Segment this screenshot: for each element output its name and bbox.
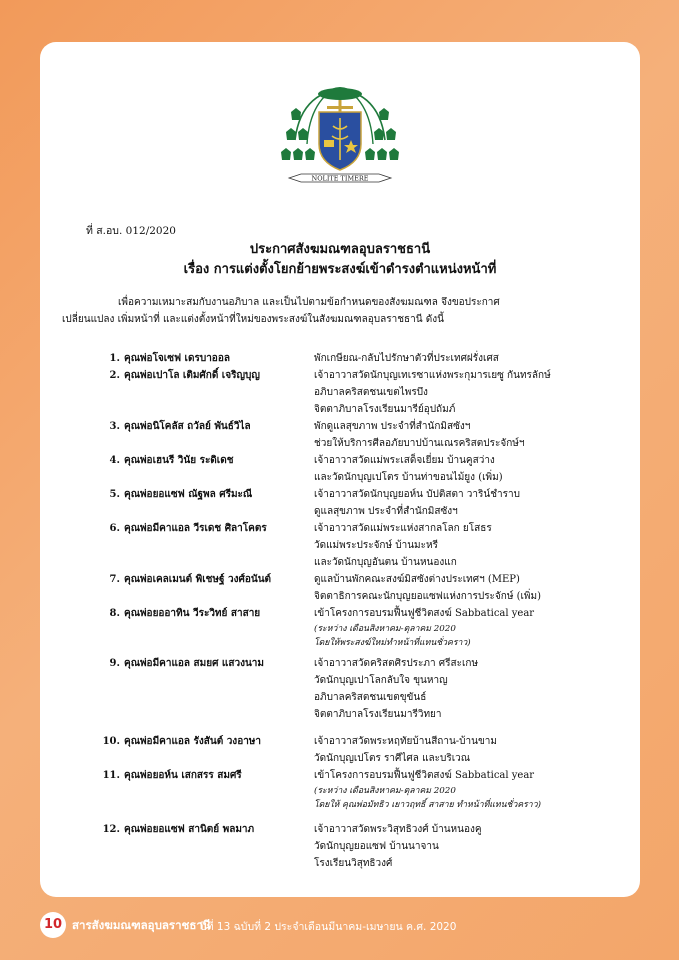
assignment-line: อภิบาลคริสตชนเขตขุขันธ์ xyxy=(314,692,427,703)
priest-name: คุณพ่อมีคาแอล สมยศ แสวงนาม xyxy=(124,658,264,669)
priest-name: คุณพ่อมีคาแอล วีรเดช ศิลาโคตร xyxy=(124,523,267,534)
document-subject: เรื่อง การแต่งตั้งโยกย้ายพระสงฆ์เข้าดำรงตำแหน่งหน้าที่ xyxy=(183,262,497,277)
entry-number: 4. xyxy=(109,455,120,466)
assignment-line: เจ้าอาวาสวัดพระหฤทัยบ้านสีถาน-บ้านขาม xyxy=(314,736,498,747)
assignment-lines xyxy=(314,571,614,605)
assignment-line: จิตตาภิบาลโรงเรียนมารีวิทยา xyxy=(314,709,442,720)
entry-number: 2. xyxy=(109,370,120,381)
priest-name: คุณพ่อนิโคลัส ถวัลย์ พันธ์วิไล xyxy=(124,421,251,432)
entry-number: 8. xyxy=(109,608,120,619)
assignment-lines xyxy=(314,520,614,571)
assignment-lines xyxy=(314,733,614,767)
assignment-line: เจ้าอาวาสวัดแม่พระแห่งสากลโลก ยโสธร xyxy=(314,523,492,534)
priest-name: คุณพ่อยอห์น เสกสรร สมศรี xyxy=(124,770,242,781)
priest-name: คุณพ่อเปาโล เติมศักดิ์ เจริญบุญ xyxy=(124,370,260,381)
assignment-line: อภิบาลคริสตชนเขตไพรบึง xyxy=(314,387,428,398)
assignment-line: โรงเรียนวิสุทธิวงศ์ xyxy=(314,858,393,869)
assignment-line: วัดแม่พระประจักษ์ บ้านมะหรี xyxy=(314,540,438,551)
priest-name: คุณพ่อโจเซฟ เดรบาออล xyxy=(124,353,230,364)
assignment-line: เจ้าอาวาสวัดแม่พระเสด็จเยี่ยม บ้านคูสว่าง xyxy=(314,455,495,466)
assignment-line: วัดนักบุญยอแซฟ บ้านนาจาน xyxy=(314,841,439,852)
assignment-lines xyxy=(314,605,614,650)
assignment-line: และวัดนักบุญอันตน บ้านหนองแก xyxy=(314,557,457,568)
assignment-line: จิตตาภิบาลโรงเรียนมารีย์อุปถัมภ์ xyxy=(314,404,456,415)
priest-name: คุณพ่อเฮนรี วินัย ระดิเดช xyxy=(124,455,234,466)
entry-number: 6. xyxy=(109,523,120,534)
publication-name: สารสังฆมณฑลอุบลราชธานี xyxy=(72,918,211,932)
entry-number: 7. xyxy=(109,574,120,585)
assignment-line: วัดนักบุญเปาโลกลับใจ ขุนหาญ xyxy=(314,675,448,686)
assignment-note: โดยให้ คุณพ่อมัทธิว เยาวฤทธิ์ สาสาย ทำหน้าที่แทนชั่วคราว) xyxy=(314,800,541,810)
assignment-line: ดูแลบ้านพักคณะสงฆ์มิสซังต่างประเทศฯ (MEP) xyxy=(314,574,520,585)
assignment-lines xyxy=(314,367,614,418)
assignment-line: พักเกษียณ-กลับไปรักษาตัวที่ประเทศฝรั่งเศส xyxy=(314,353,499,364)
entry-number: 9. xyxy=(109,658,120,669)
document-number: ที่ ส.อบ. 012/2020 xyxy=(86,225,176,237)
entry-number: 10. xyxy=(102,736,120,747)
entry-number: 3. xyxy=(109,421,120,432)
priest-name: คุณพ่อเคลเมนต์ พิเชษฐ์ วงศ์อนันต์ xyxy=(124,574,272,585)
assignment-line: ดูแลสุขภาพ ประจำที่สำนักมิสซังฯ xyxy=(314,506,458,517)
priest-name: คุณพ่อยออาทิน วีระวิทย์ สาสาย xyxy=(124,608,261,619)
intro-paragraph xyxy=(62,294,618,328)
priest-name: คุณพ่อยอแซฟ สานิตย์ พลมาภ xyxy=(124,824,255,835)
assignment-line: เจ้าอาวาสวัดนักบุญเทเรซาแห่งพระกุมารเยซู กันทรลักษ์ xyxy=(314,370,551,381)
entry-number: 12. xyxy=(102,824,120,835)
assignment-line: เจ้าอาวาสวัดคริสตศิรประภา ศรีสะเกษ xyxy=(314,658,479,669)
issue-info: ปีที่ 13 ฉบับที่ 2 ประจำเดือนมีนาคม-เมษายน ค.ศ. 2020 xyxy=(200,921,457,933)
page-number: 10 xyxy=(40,912,66,938)
entry-number: 5. xyxy=(109,489,120,500)
assignment-note: (ระหว่าง เดือนสิงหาคม-ตุลาคม 2020 xyxy=(314,624,456,634)
assignment-line: เข้าโครงการอบรมฟื้นฟูชีวิตสงฆ์ Sabbatical year xyxy=(314,770,535,781)
assignment-note: (ระหว่าง เดือนสิงหาคม-ตุลาคม 2020 xyxy=(314,786,456,796)
assignment-line: ช่วยให้บริการศีลอภัยบาปบ้านเณรคริสตประจักษ์ฯ xyxy=(314,438,525,449)
assignment-lines xyxy=(314,821,614,872)
crest-motto: NOLITE TIMERE xyxy=(311,174,369,183)
assignment-lines xyxy=(314,486,614,520)
episcopal-coat-of-arms xyxy=(277,82,403,200)
assignment-lines xyxy=(314,767,614,812)
entry-number: 1. xyxy=(109,353,120,364)
assignment-line: วัดนักบุญเปโตร ราศีไศล และบริเวณ xyxy=(314,753,471,764)
assignment-line: พักดูแลสุขภาพ ประจำที่สำนักมิสซังฯ xyxy=(314,421,471,432)
intro-line-2: เปลี่ยนแปลง เพิ่มหน้าที่ และแต่งตั้งหน้าที่ใหม่ของพระสงฆ์ในสังฆมณฑลอุบลราชธานี ดังนี้ xyxy=(62,314,444,325)
assignment-line: และวัดนักบุญเปโตร บ้านท่าขอนไม้ยูง (เพิ่ม) xyxy=(314,472,503,483)
assignment-lines xyxy=(314,350,614,367)
assignment-line: เจ้าอาวาสวัดนักบุญยอห์น บัปติสตา วาริน์ชำราบ xyxy=(314,489,520,500)
assignment-line: เข้าโครงการอบรมฟื้นฟูชีวิตสงฆ์ Sabbatical year xyxy=(314,608,535,619)
assignment-line: เจ้าอาวาสวัดพระวิสุทธิวงศ์ บ้านหนองคู xyxy=(314,824,482,835)
entry-number: 11. xyxy=(102,770,120,781)
document-title: ประกาศสังฆมณฑลอุบลราชธานี xyxy=(249,242,431,257)
priest-name: คุณพ่อมีคาแอล รังสันต์ วงอาษา xyxy=(124,736,262,747)
page-footer xyxy=(0,910,679,946)
intro-line-1: เพื่อความเหมาะสมกับงานอภิบาล และเป็นไปตามข้อกำหนดของสังฆมณฑล จึงขอประกาศ xyxy=(118,297,500,308)
assignment-line: จิตตาธิการคณะนักบุญยอแซฟแห่งการประจักษ์ (เพิ่ม) xyxy=(314,591,542,602)
assignment-note: โดยให้พระสงฆ์ใหม่ทำหน้าที่แทนชั่วคราว) xyxy=(314,638,471,648)
assignment-lines xyxy=(314,418,614,452)
assignment-lines xyxy=(314,655,614,723)
priest-name: คุณพ่อยอแซฟ ณัฐพล ศรีมะณี xyxy=(124,489,253,500)
assignment-lines xyxy=(314,452,614,486)
